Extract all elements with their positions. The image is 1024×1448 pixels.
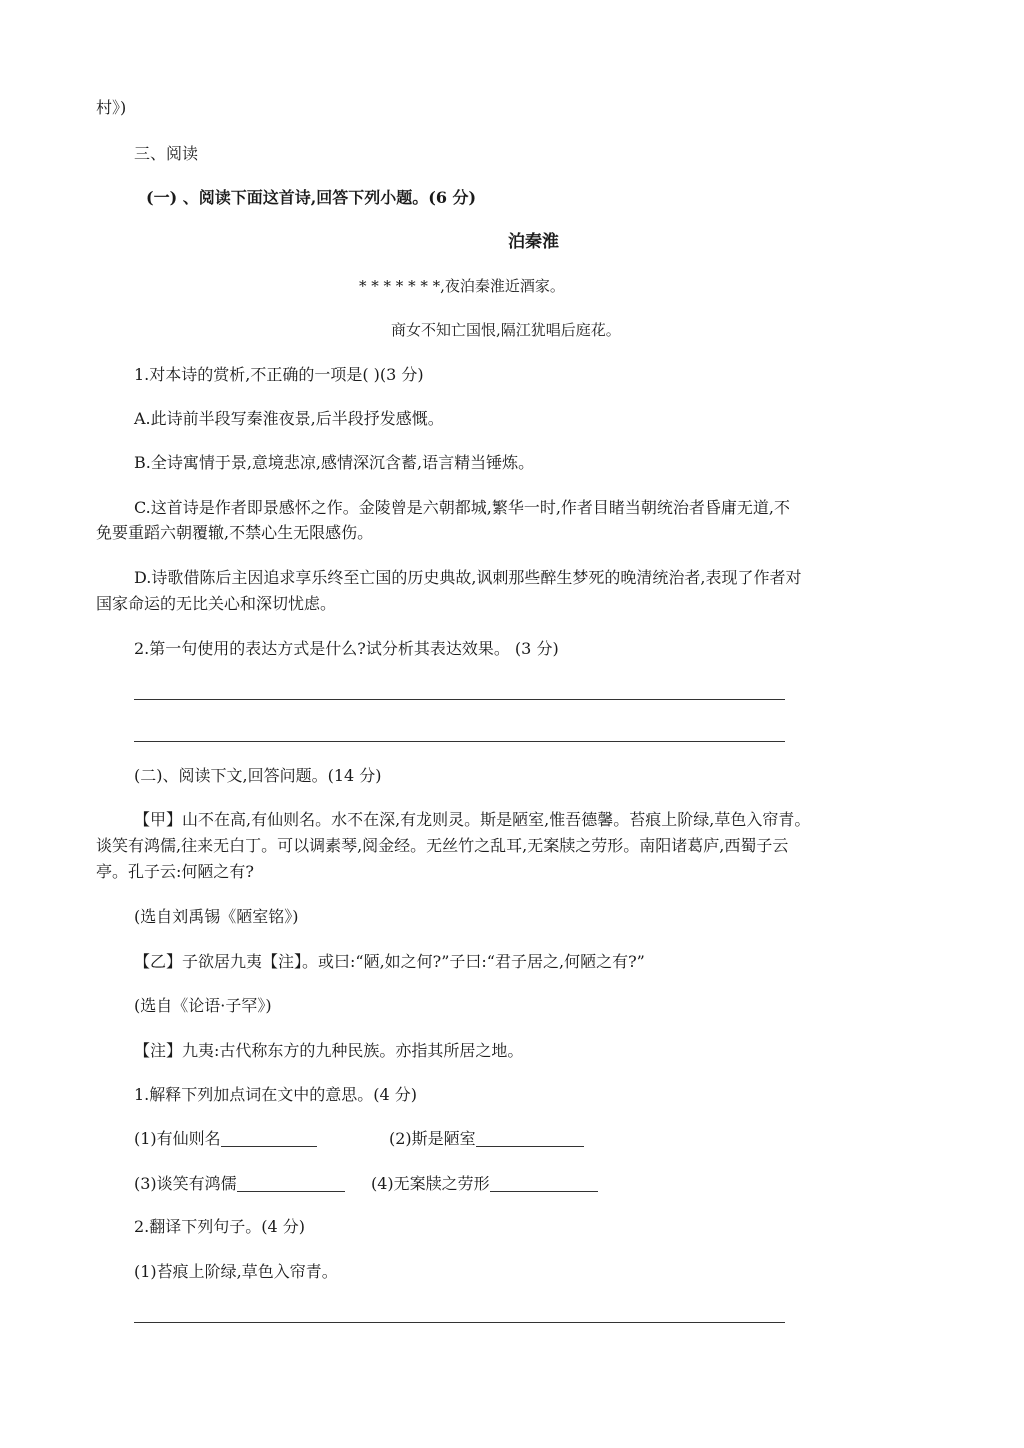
- passage-jia-line-3: 亭。孔子云:何陋之有?: [96, 862, 254, 881]
- question-2: 2.第一句使用的表达方式是什么?试分析其表达效果。 (3 分): [134, 639, 559, 658]
- option-c-line-2: 免要重蹈六朝覆辙,不禁心生无限感伤。: [96, 523, 374, 542]
- blank-item-4: [371, 1174, 598, 1194]
- answer-line: [134, 741, 785, 742]
- option-a: A.此诗前半段写秦淮夜景,后半段抒发感慨。: [134, 409, 444, 428]
- blank-item-1-label: (1)有仙则名: [134, 1129, 221, 1148]
- blank-item-2-label: (2)斯是陋室: [389, 1129, 476, 1148]
- fill-blank-3[interactable]: [237, 1175, 345, 1192]
- passage-jia-line-2: 谈笑有鸿儒,往来无白丁。可以调素琴,阅金经。无丝竹之乱耳,无案牍之劳形。南阳诸葛庐,西蜀子云: [96, 836, 789, 855]
- annotation-note: 【注】九夷:古代称东方的九种民族。亦指其所居之地。: [134, 1041, 524, 1060]
- poem-line-1: * * * * * * *,夜泊秦淮近酒家。: [359, 277, 565, 295]
- translate-item-1: (1)苔痕上阶绿,草色入帘青。: [134, 1262, 338, 1281]
- fill-blank-1[interactable]: [221, 1130, 317, 1147]
- passage-jia-line-1: 【甲】山不在高,有仙则名。水不在深,有龙则灵。斯是陋室,惟吾德馨。苔痕上阶绿,草色入帘青。: [134, 810, 811, 829]
- continued-text: 村》): [96, 98, 127, 117]
- option-b: B.全诗寓情于景,意境悲凉,感情深沉含蓄,语言精当锤炼。: [134, 453, 535, 472]
- poem-title: 泊秦淮: [508, 232, 559, 252]
- fill-blank-4[interactable]: [490, 1175, 598, 1192]
- blank-item-3: [134, 1174, 345, 1194]
- part-one-instruction: (一) 、阅读下面这首诗,回答下列小题。(6 分): [146, 188, 477, 207]
- passage-jia-source: (选自刘禹锡《陋室铭》): [134, 907, 299, 926]
- sub-question-1: 1.解释下列加点词在文中的意思。(4 分): [134, 1085, 418, 1104]
- answer-line: [134, 699, 785, 700]
- option-c-line-1: C.这首诗是作者即景感怀之作。金陵曾是六朝都城,繁华一时,作者目睹当朝统治者昏庸无道,不: [134, 498, 791, 517]
- passage-yi-source: (选自《论语·子罕》): [134, 996, 272, 1015]
- answer-line: [134, 1322, 785, 1323]
- blank-item-1: [134, 1129, 317, 1149]
- blank-item-4-label: (4)无案牍之劳形: [371, 1174, 490, 1193]
- part-two-instruction: (二)、阅读下文,回答问题。(14 分): [134, 766, 382, 785]
- passage-yi: 【乙】子欲居九夷【注】。或曰:“陋,如之何?”子曰:“君子居之,何陋之有?”: [134, 952, 645, 971]
- question-1: 1.对本诗的赏析,不正确的一项是( )(3 分): [134, 365, 424, 384]
- sub-question-2: 2.翻译下列句子。(4 分): [134, 1217, 306, 1236]
- section-heading-reading: 三、阅读: [134, 144, 199, 163]
- fill-blank-2[interactable]: [476, 1130, 584, 1147]
- blank-item-3-label: (3)谈笑有鸿儒: [134, 1174, 237, 1193]
- option-d-line-1: D.诗歌借陈后主因追求享乐终至亡国的历史典故,讽刺那些醉生梦死的晚清统治者,表现了作者对: [134, 568, 802, 587]
- blank-item-2: [389, 1129, 584, 1149]
- poem-line-2: 商女不知亡国恨,隔江犹唱后庭花。: [391, 321, 621, 339]
- option-d-line-2: 国家命运的无比关心和深切忧虑。: [96, 594, 337, 613]
